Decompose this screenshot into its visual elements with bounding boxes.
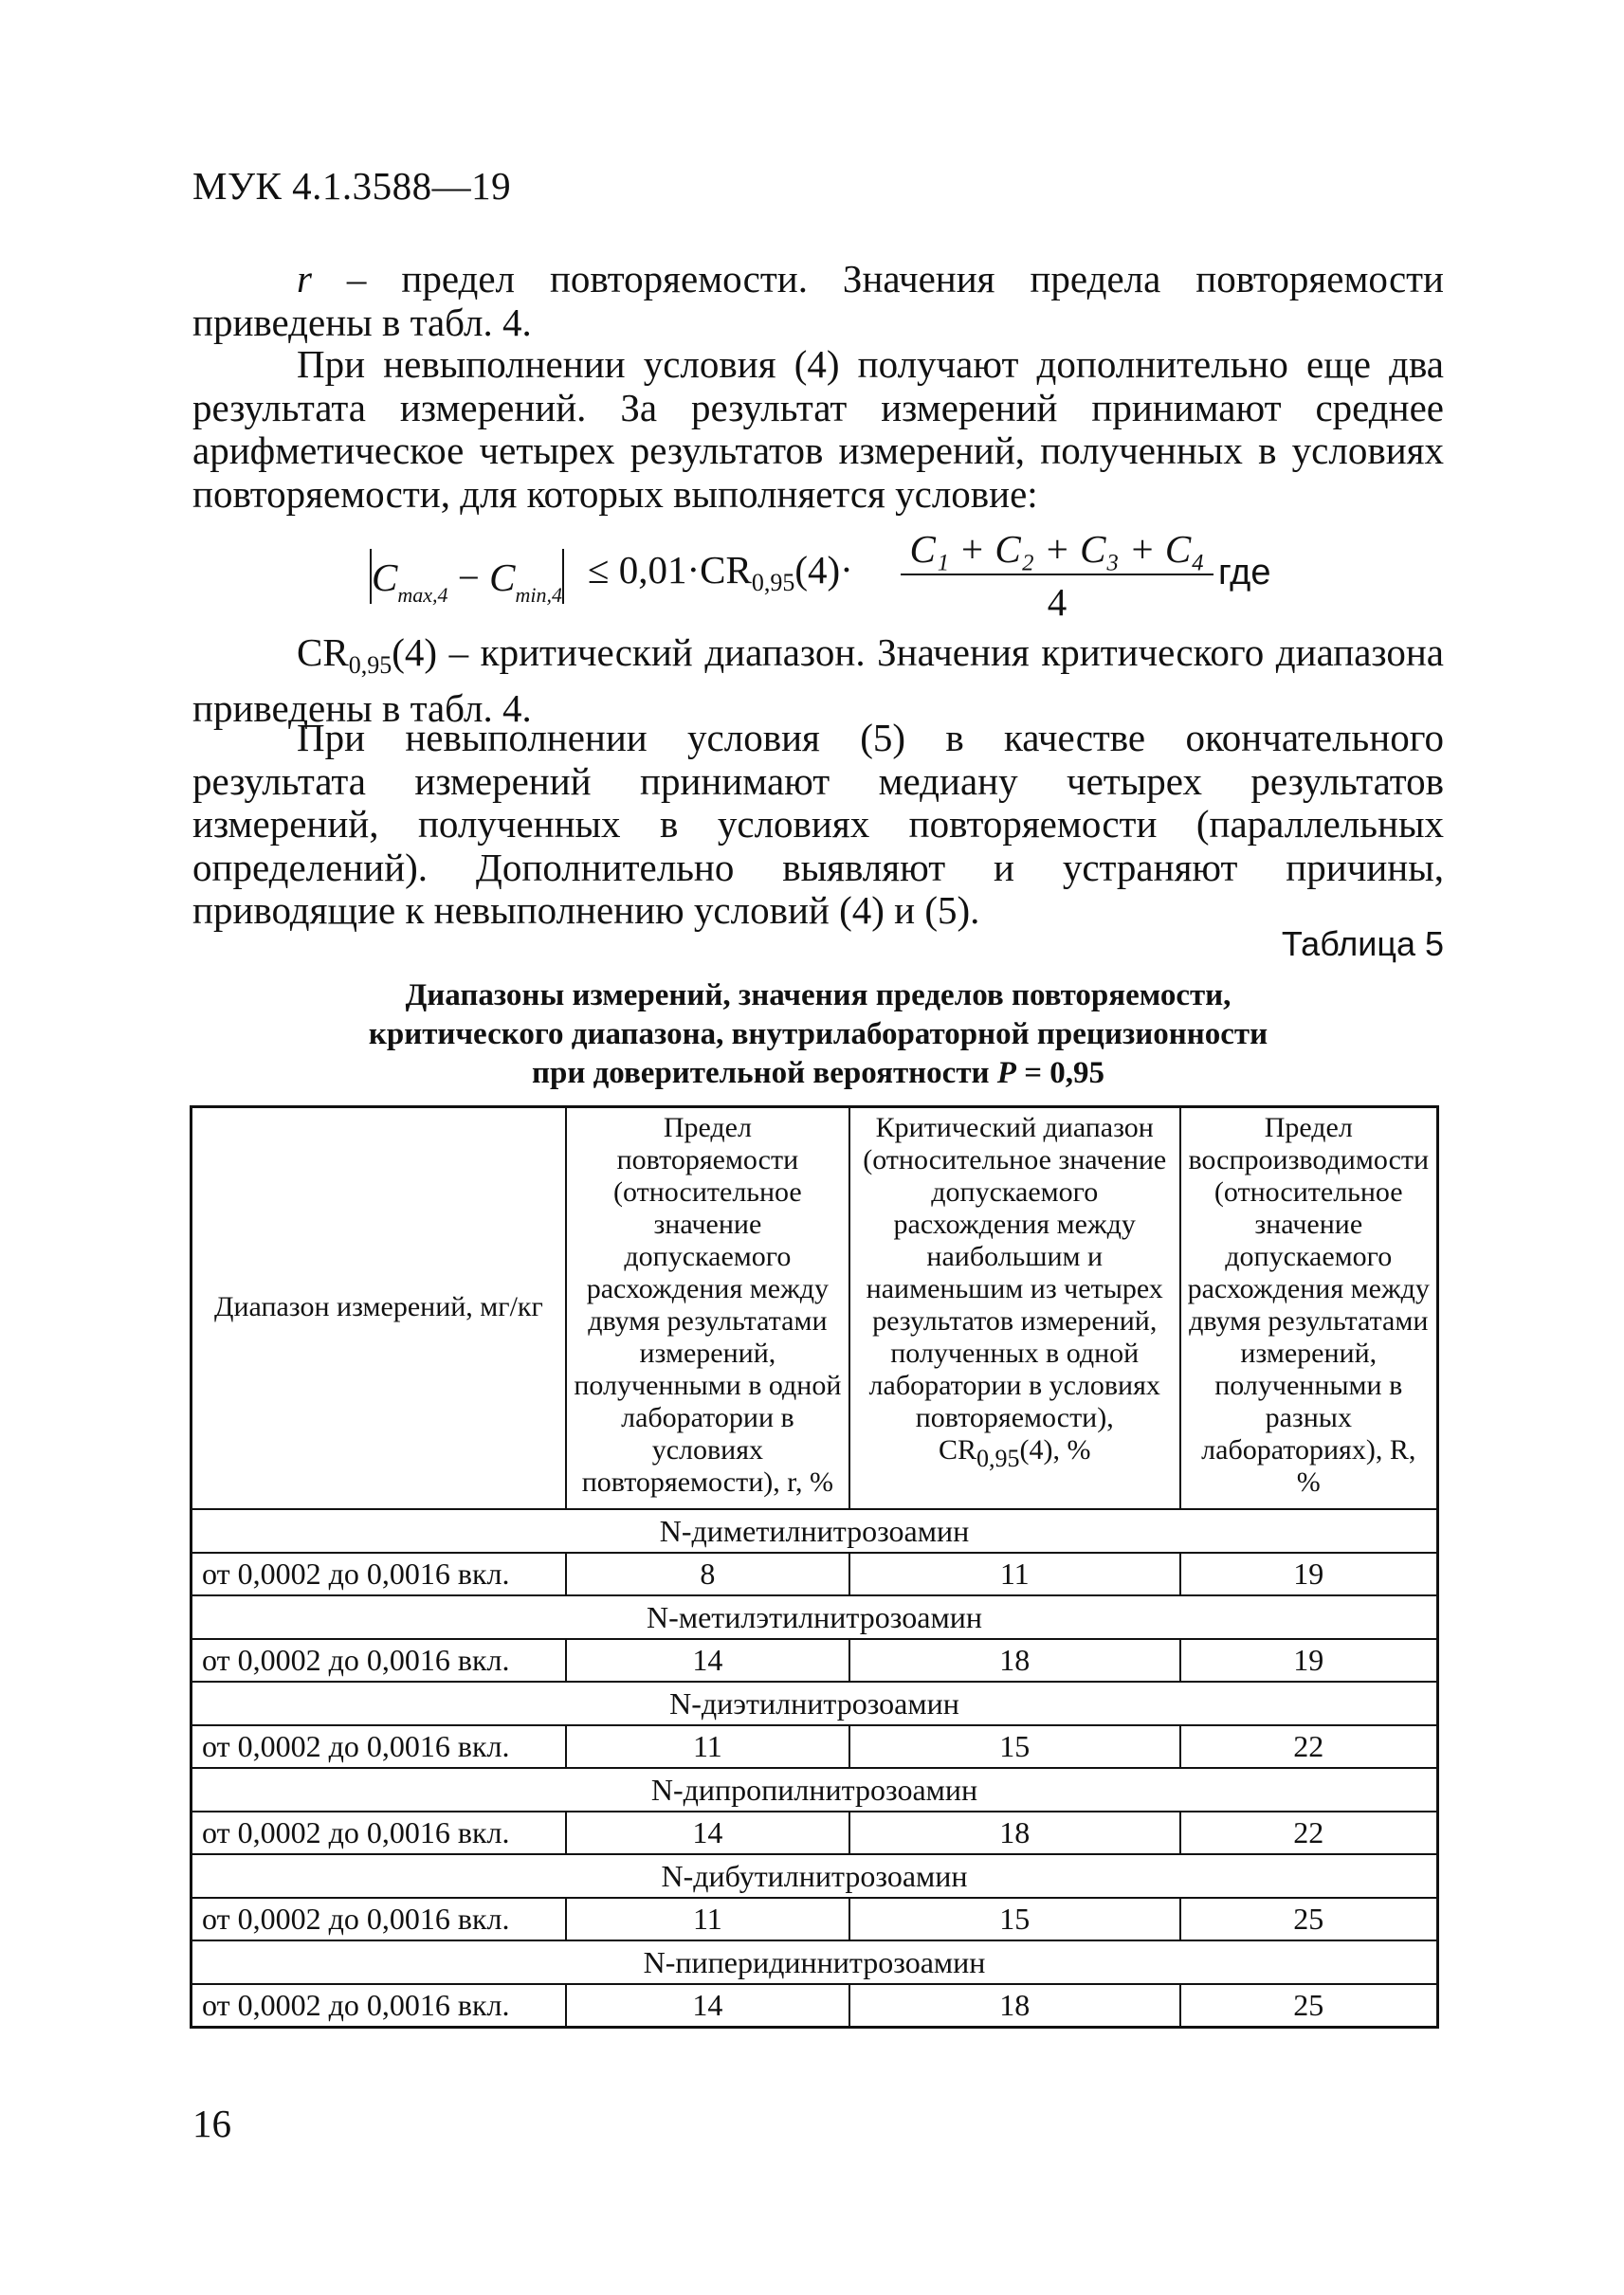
cell-repeatability: 11	[566, 1725, 849, 1768]
compound-name: N-пиперидиннитрозоамин	[192, 1940, 1438, 1984]
cell-critical-range: 18	[849, 1639, 1180, 1682]
cell-range: от 0,0002 до 0,0016 вкл.	[192, 1812, 566, 1854]
table-title: Диапазоны измерений, значения пределов повторяемости, критического диапазона, внутрилабораторной прецизионности при доверительной вероятности P = 0,95	[368, 978, 1268, 1090]
paragraph-median-rule	[192, 717, 1444, 933]
table-header-row	[192, 1107, 1438, 1510]
cell-reproducibility: 25	[1180, 1898, 1438, 1940]
paragraph-text: При невыполнении условия (5) в качестве окончательного результата измерений принимают медиану четырех результатов измерений, полученных в условиях повторяемости (параллельных определений). Дополнительно выявляют и устраняют причины, приводящие к невыполнению условий (4) и (5).	[192, 716, 1444, 932]
cell-reproducibility: 19	[1180, 1639, 1438, 1682]
formula-denominator: 4	[1047, 580, 1067, 624]
cell-range: от 0,0002 до 0,0016 вкл.	[192, 1639, 566, 1682]
formula-where: где	[1218, 553, 1271, 592]
paragraph-critical-range: $CR_{0,95}(4)$ – критический диапазон. Значения критического диапазона приведены в табл. 4.	[192, 630, 1444, 730]
cell-repeatability: 14	[566, 1812, 849, 1854]
compound-name: N-дибутилнитрозоамин	[192, 1854, 1438, 1898]
table-row	[192, 1725, 1438, 1768]
table-group-row	[192, 1595, 1438, 1639]
table-row	[192, 1639, 1438, 1682]
table-row	[192, 1553, 1438, 1595]
cell-repeatability: 14	[566, 1639, 849, 1682]
compound-name: N-метилэтилнитрозоамин	[192, 1595, 1438, 1639]
formula-condition-5	[370, 526, 1308, 630]
paragraph-text: При невыполнении условия (4) получают дополнительно еще два результата измерений. За результат измерений принимают среднее арифметическое четырех результатов измерений, полученных в условиях повторяемости, для которых выполняется условие:	[192, 342, 1444, 516]
formula-inequality: ≤ $0,01\cdot CR_{0,95}(4)\cdot$	[588, 548, 853, 596]
table-group-row	[192, 1509, 1438, 1553]
cell-critical-range: 18	[849, 1812, 1180, 1854]
page-number: 16	[192, 2102, 231, 2145]
table-caption: Таблица 5	[1281, 924, 1444, 963]
cell-critical-range: 11	[849, 1553, 1180, 1595]
table-group-row	[192, 1682, 1438, 1725]
table-group-row	[192, 1768, 1438, 1812]
compound-name: N-диметилнитрозоамин	[192, 1509, 1438, 1553]
cell-repeatability: 11	[566, 1898, 849, 1940]
cell-reproducibility: 22	[1180, 1725, 1438, 1768]
cell-reproducibility: 25	[1180, 1984, 1438, 2028]
cell-range: от 0,0002 до 0,0016 вкл.	[192, 1898, 566, 1940]
table-group-row	[192, 1854, 1438, 1898]
precision-table	[190, 1105, 1439, 2029]
cell-repeatability: 8	[566, 1553, 849, 1595]
formula-abs-diff: $C_{max,4} - C_{min,4}$	[370, 549, 564, 608]
compound-name: N-диэтилнитрозоамин	[192, 1682, 1438, 1725]
cell-repeatability: 14	[566, 1984, 849, 2028]
header-repeatability: Предел повторяемости (относительное значение допускаемого расхождения между двумя результатами измерений, полученными в одной лаборатории в условиях повторяемости), r, %	[566, 1107, 849, 1510]
paragraph-text: – предел повторяемости. Значения предела повторяемости приведены в табл. 4.	[192, 257, 1444, 344]
cell-reproducibility: 19	[1180, 1553, 1438, 1595]
compound-name: N-дипропилнитрозоамин	[192, 1768, 1438, 1812]
cell-reproducibility: 22	[1180, 1812, 1438, 1854]
paragraph-repeatability-limit	[192, 258, 1444, 344]
document-header: МУК 4.1.3588—19	[192, 164, 512, 208]
table-row	[192, 1984, 1438, 2028]
cell-range: от 0,0002 до 0,0016 вкл.	[192, 1984, 566, 2028]
formula-fraction	[901, 526, 1213, 625]
header-critical-range: Критический диапазон (относительное значение допускаемого расхождения между наибольшим и наименьшим из четырех результатов измерений, полученных в одной лаборатории в условиях повторяемости), CR0,95(4), %	[849, 1107, 1180, 1510]
table-row	[192, 1812, 1438, 1854]
table-group-row	[192, 1940, 1438, 1984]
cell-range: от 0,0002 до 0,0016 вкл.	[192, 1553, 566, 1595]
cell-critical-range: 15	[849, 1725, 1180, 1768]
cell-critical-range: 15	[849, 1898, 1180, 1940]
table-row	[192, 1898, 1438, 1940]
paragraph-condition-4	[192, 343, 1444, 516]
formula-numerator: C₁ + C₂ + C₃ + C₄	[901, 526, 1213, 575]
cell-critical-range: 18	[849, 1984, 1180, 2028]
cell-range: от 0,0002 до 0,0016 вкл.	[192, 1725, 566, 1768]
variable-r: r	[297, 257, 312, 301]
header-reproducibility: Предел воспроизводимости (относительное значение допускаемого расхождения между двумя результатами измерений, полученными в разных лабораториях), R, %	[1180, 1107, 1438, 1510]
header-range: Диапазон измерений, мг/кг	[192, 1107, 566, 1510]
table-body	[192, 1509, 1438, 2028]
